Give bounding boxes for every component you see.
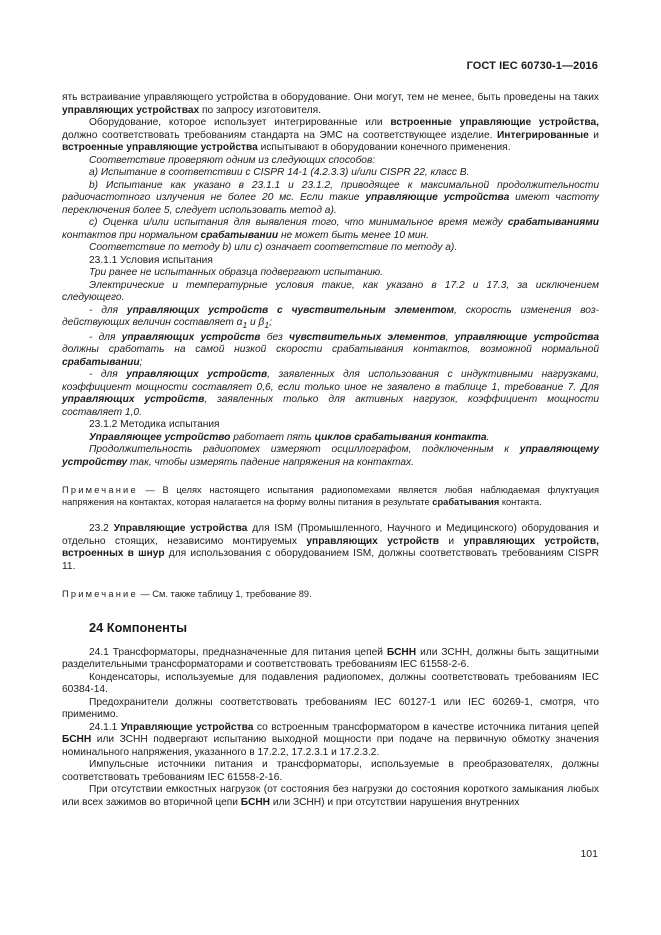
- document-header: ГОСТ IEC 60730-1—2016: [466, 60, 598, 72]
- text-run: 23.2: [89, 523, 114, 535]
- paragraph: [62, 255, 599, 268]
- text-run: , заявленных для использования с индуктивными нагрузками, коэффициент мощности составляет 0,6, если только иное не заявлено в таблице 1, требование 7. Для: [62, 369, 599, 393]
- subscript: 1: [264, 320, 270, 331]
- term-bold: срабатывании: [200, 229, 279, 241]
- paragraph: [62, 92, 599, 117]
- text-run: испытывают в оборудовании конечного применения.: [257, 142, 511, 153]
- page-number: 101: [580, 848, 598, 860]
- text-run: 23.1.1 Условия испытания: [89, 254, 213, 266]
- paragraph: [62, 784, 599, 809]
- term-bold: БСНН: [62, 734, 92, 746]
- text-run: 23.1.2 Методика испытания: [89, 419, 220, 431]
- paragraph: [62, 444, 599, 469]
- term-bold: управляющих устройствах: [62, 104, 200, 116]
- text-run: ,: [445, 331, 455, 343]
- paragraph: [62, 117, 599, 155]
- paragraph: [62, 672, 599, 697]
- term-bold: Интегрированные: [496, 129, 589, 141]
- paragraph: [62, 432, 599, 445]
- term-bold: управляющих устройств: [306, 535, 439, 547]
- paragraph: [62, 280, 599, 305]
- paragraph: [62, 722, 599, 760]
- paragraph: [62, 369, 599, 419]
- text-run: Импульсные источники питания и трансформаторы, используемые в преобразователях, должны соответствовать требованиям IEC 61558-2-16.: [62, 759, 599, 783]
- note-text: [138, 589, 312, 599]
- paragraph: [62, 267, 599, 280]
- term-bold: управляющих устройств с чувствительным элементом: [126, 304, 455, 316]
- text-run: со встроенным трансформатором в качестве источника питания цепей: [253, 721, 600, 733]
- term-bold: встроенные управляющие устройства: [62, 142, 258, 153]
- term-bold: управляющих устройств: [62, 394, 205, 406]
- term-bold: срабатываниями: [507, 217, 599, 228]
- text-run: b) Испытание как указано в 23.1.1 и 23.1.2, приводящее к максимальной продолжительности радиочастотного излучения не более 20 мс. Если такие: [62, 179, 599, 203]
- text-run: для ISM (Промышленного, Научного и Медицинского) оборудования и отдельно стоящих, независимо монтируемых: [62, 523, 599, 547]
- note-label: Примечание: [62, 589, 138, 600]
- text-run: Конденсаторы, используемые для подавления радиопомех, должны соответствовать требованиям IEC 60384-14.: [62, 671, 599, 696]
- term-bold: чувствительных элементов: [289, 331, 446, 343]
- text-run: При отсутствии емкостных нагрузок (от состояния без нагрузки до состояния короткого замыкания любых или всех зажимов во вторичной цепи: [62, 784, 599, 808]
- term-bold: Управляющие устройства: [113, 523, 248, 535]
- paragraph: [62, 759, 599, 784]
- text-run: Электрические и температурные условия такие, как указано в 17.2 и 17.3, за исключением следующего.: [62, 279, 599, 303]
- term-bold: управляющие устройства: [454, 331, 599, 343]
- text-run: .: [486, 431, 490, 443]
- term-bold: Управляющее устройство: [89, 431, 231, 443]
- term-bold: управляющих устройств, встроенных в шнур: [62, 535, 599, 560]
- text-run: Соответствие по методу b) или c) означает соответствие по методу a).: [89, 242, 458, 253]
- text-run: так, чтобы измерять падение напряжения на контактах.: [127, 456, 414, 468]
- text-run: контакта.: [499, 497, 542, 508]
- text-run: ;: [269, 317, 272, 328]
- paragraph: [62, 217, 599, 242]
- text-run: a) Испытание в соответствии с CISPR 14-1 (4.2.3.3) и/или CISPR 22, класс B.: [89, 167, 470, 178]
- paragraph: [62, 419, 599, 432]
- text-run: ять встраивание управляющего устройства в оборудование. Они могут, тем не менее, быть проведены на таких: [62, 92, 599, 103]
- text-run: , скорость изменения воздействующих величин составляет α: [62, 304, 599, 328]
- text-run: — См. также таблицу 1, требование 89.: [137, 589, 312, 600]
- text-run: должны сработать на самой низкой скорости срабатывания контактов, возможной нормальной: [62, 344, 599, 356]
- term-bold: циклов срабатывания контакта: [314, 431, 487, 443]
- text-run: и: [438, 535, 464, 547]
- text-run: или ЗСНН, должны быть защитными разделительными трансформаторами и соответствовать требованиям IEC 61558-2-6.: [62, 646, 599, 671]
- paragraph: [62, 332, 599, 370]
- text-run: контактов при нормальном: [62, 229, 201, 241]
- term-bold: БСНН: [240, 796, 271, 808]
- text-run: 24.1.1: [89, 721, 121, 733]
- note-1: [62, 484, 599, 508]
- paragraph: [62, 697, 599, 722]
- paragraph: [62, 155, 599, 168]
- term-bold: управляющему устройству: [62, 444, 599, 468]
- text-run: или ЗСНН подвергают испытанию выходной мощности при подаче на первичную обмотку значения номинального напряжения, указанного в 17.2.2, 17.2.3.1 и 17.2.3.2.: [62, 734, 599, 758]
- term-bold: БСНН: [386, 646, 417, 658]
- section-24-text: [62, 647, 599, 810]
- paragraph: [62, 242, 599, 255]
- text-run: Три ранее не испытанных образца подвергают испытанию.: [89, 267, 383, 278]
- page-body: [62, 92, 599, 809]
- text-run: без: [260, 331, 290, 343]
- paragraph: [62, 167, 599, 180]
- text-run: - для: [89, 304, 127, 316]
- term-bold: срабатывании: [62, 356, 140, 368]
- term-bold: встроенные управляющие устройства,: [390, 117, 599, 128]
- text-run: для использования с оборудованием ISM, должны соответствовать требованиям CISPR 11.: [62, 548, 599, 572]
- note-text: [62, 485, 599, 507]
- text-run: Продолжительность радиопомех измеряют осциллографом, подключенным к: [89, 444, 520, 456]
- text-run: ;: [139, 356, 143, 368]
- term-bold: срабатывания: [432, 497, 500, 508]
- paragraph: [62, 180, 599, 218]
- paragraph-23-2: [62, 523, 599, 573]
- text-run: 24.1 Трансформаторы, предназначенные для питания цепей: [89, 646, 387, 658]
- text-run: Оборудование, которое использует интегрированные или: [89, 117, 391, 128]
- text-run: Предохранители должны соответствовать требованиям IEC 60127-1 или IEC 60269-1, смотря, что применимо.: [62, 696, 599, 721]
- section-heading: 24 Компоненты: [89, 620, 188, 636]
- section-23-1-text: [62, 92, 599, 469]
- term-bold: управляющие устройства: [365, 192, 510, 203]
- text-run: имеют частоту переключения более 5, следует использовать метод a).: [62, 192, 599, 216]
- note-label: Примечание: [62, 485, 138, 496]
- text-run: , заявленных только для активных нагрузок, коэффициент мощности составляет 1,0.: [62, 394, 599, 418]
- subscript: 1: [242, 320, 248, 331]
- text-run: или ЗСНН) и при отсутствии нарушения внутренних: [270, 796, 520, 808]
- term-bold: управляющих устройств: [121, 331, 261, 343]
- text-run: работает пять: [230, 431, 315, 443]
- paragraph: [62, 647, 599, 672]
- text-run: должно соответствовать требованиям стандарта на ЭМС на соответствующее изделие.: [62, 129, 497, 141]
- text-run: не может быть менее 10 мин.: [278, 229, 429, 241]
- term-bold: управляющих устройств: [126, 369, 268, 381]
- note-2: [62, 588, 599, 600]
- text-run: — В целях настоящего испытания радиопомехами является любая наблюдаемая флуктуация напряжения на контактах, которая налагается на форму волны питания в результате: [62, 485, 599, 508]
- text-run: - для: [89, 369, 127, 381]
- text-run: c) Оценка и/или испытания для выявления того, что минимальное время между: [89, 217, 508, 228]
- text-run: Соответствие проверяют одним из следующих способов:: [89, 154, 376, 166]
- text-run: и: [588, 129, 599, 141]
- paragraph: [62, 305, 599, 332]
- text-run: по запросу изготовителя.: [199, 104, 322, 116]
- text-run: - для: [89, 331, 122, 343]
- text-run: и β: [247, 317, 265, 328]
- term-bold: Управляющие устройства: [120, 721, 254, 733]
